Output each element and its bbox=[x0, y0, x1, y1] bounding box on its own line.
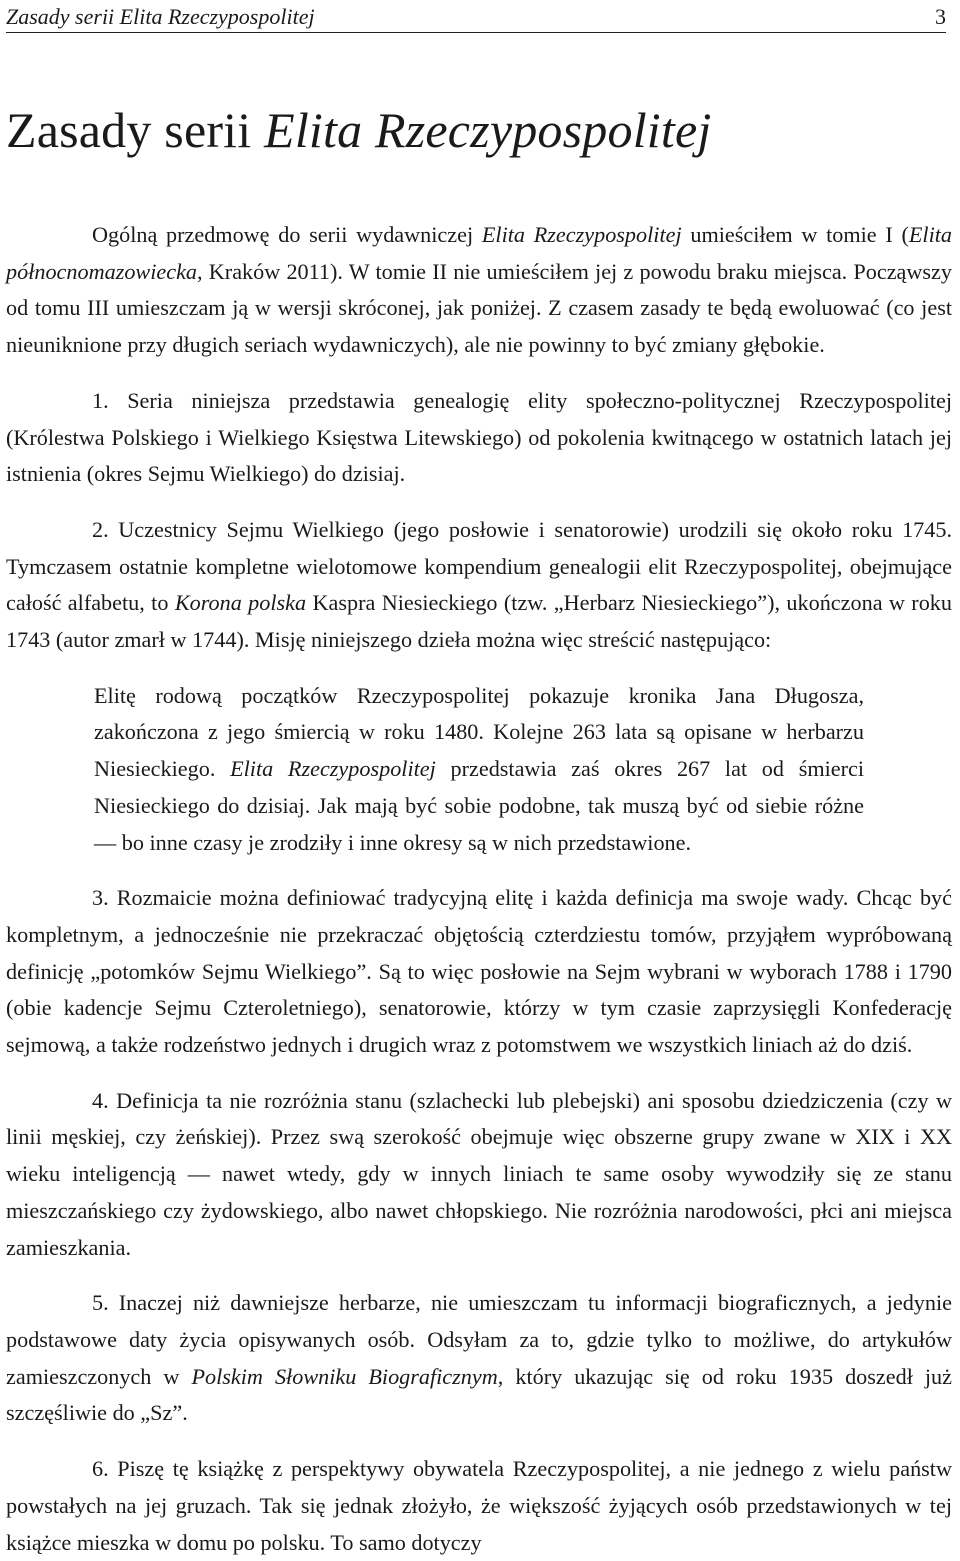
principle-5 bbox=[6, 1285, 952, 1432]
body-text bbox=[6, 217, 952, 1561]
principle-3: 3. Rozmaicie można definiować tradycyjną elitę i każda definicja ma swoje wady. Chcąc być kompletnym, a jednocześnie nie przekraczać objętością czterdziestu tomów, przyjąłem wypróbowaną definicję „potomków Sejmu Wielkiego”. Są to więc posłowie na Sejm wybrani w wyborach 1788 i 1790 (obie kadencje Sejmu Czteroletniego), senatorowie, którzy w tym czasie zaprzysięgli Konfederację sejmową, a także rodzeństwo jednych i drugich wraz z potomstwem we wszystkich liniach aż do dziś. bbox=[6, 885, 952, 1058]
quote-text-1: Elitę rodową początków Rzeczypospolitej pokazuje kronika Jana Długosza, zakończona z jego śmiercią w roku 1480. Kolejne 263 lata są opisane w herbarzu Niesieckiego. bbox=[94, 682, 864, 782]
running-title: Zasady serii Elita Rzeczypospolitej bbox=[6, 4, 315, 29]
principle-4: 4. Definicja ta nie rozróżnia stanu (szlachecki lub plebejski) ani sposobu dziedziczenia (czy w linii męskiej, czy żeńskiej). Przez swą szerokość obejmuje więc obszerne grupy zwane w XIX i XX wieku inteligencją — nawet wtedy, gdy w innych liniach te same osoby wywodziły się ze stanu mieszczańskiego czy żydowskiego, albo nawet chłopskiego. Nie rozróżnia narodowości, płci ani miejsca zamieszkania. bbox=[6, 1087, 952, 1260]
title-series-name: Elita Rzeczypospolitej bbox=[264, 102, 712, 158]
running-header bbox=[6, 4, 946, 33]
page-title bbox=[6, 100, 711, 160]
intro-text-2: umieściłem w tomie I ( bbox=[681, 222, 909, 247]
title-prefix: Zasady serii bbox=[6, 102, 265, 158]
intro-text-3: , Kraków 2011). W tomie II nie umieściłem jej z powodu braku miejsca. Począwszy od tomu III umieszczam ją w wersji skróconej, jak poniżej. Z czasem zasady te będą ewoluować (co jest nieuniknione przy długich seriach wydawniczych), ale nie powinny to być zmiany głębokie. bbox=[6, 258, 952, 358]
principle-2 bbox=[6, 512, 952, 659]
intro-paragraph bbox=[6, 217, 952, 364]
quote-series-name: Elita Rzeczypospolitej bbox=[230, 756, 436, 782]
mission-quote bbox=[94, 678, 864, 862]
quote-text-2: przedstawia zaś okres 267 lat od śmierci Niesieckiego do dzisiaj. Jak mają być sobie podobne, tak muszą być od siebie różne — bo inne czasy je zrodziły i inne okresy są w nich przedstawione. bbox=[94, 756, 865, 855]
principle-2-text-2: Kaspra Niesieckiego (tzw. „Herbarz Niesieckiego”), ukończona w roku 1743 (autor zmarł w 1744). Misję niniejszego dzieła można więc streścić następująco: bbox=[6, 590, 952, 653]
intro-volume-name: Elita północnomazowiecka bbox=[6, 222, 952, 284]
principle-5-dictionary-title: Polskim Słowniku Biograficznym bbox=[191, 1363, 498, 1389]
principle-6: 6. Piszę tę książkę z perspektywy obywatela Rzeczypospolitej, a nie jednego z wielu państw powstałych na jej gruzach. Tak się jednak złożyło, że większość żyjących osób przedstawionych w tej książce mieszka w domu po polsku. To samo dotyczy bbox=[6, 1456, 952, 1555]
intro-text-1: Ogólną przedmowę do serii wydawniczej bbox=[92, 222, 482, 247]
principle-2-text-1: 2. Uczestnicy Sejmu Wielkiego (jego posłowie i senatorowie) urodzili się około roku 1745. Tymczasem ostatnie kompletne wielotomowe kompendium genealogii elit Rzeczypospolitej, obejmujące całość alfabetu, to bbox=[6, 516, 952, 616]
intro-series-name: Elita Rzeczypospolitej bbox=[481, 222, 682, 247]
principle-1: 1. Seria niniejsza przedstawia genealogię elity społeczno-politycznej Rzeczypospolitej (Królestwa Polskiego i Wielkiego Księstwa Litewskiego) od pokolenia kwitnącego w ostatnich latach jej istnienia (okres Sejmu Wielkiego) do dzisiaj. bbox=[6, 387, 952, 487]
principle-5-text-1: 5. Inaczej niż dawniejsze herbarze, nie umieszczam tu informacji biograficznych, a jedynie podstawowe daty życia opisywanych osób. Odsyłam za to, gdzie tylko to możliwe, do artykułów zamieszczonych w bbox=[6, 1290, 952, 1389]
page-number: 3 bbox=[935, 4, 946, 29]
principle-2-book-title: Korona polska bbox=[174, 590, 307, 616]
principle-5-text-2: , który ukazując się od roku 1935 doszedł już szczęśliwie do „Sz”. bbox=[6, 1363, 952, 1426]
